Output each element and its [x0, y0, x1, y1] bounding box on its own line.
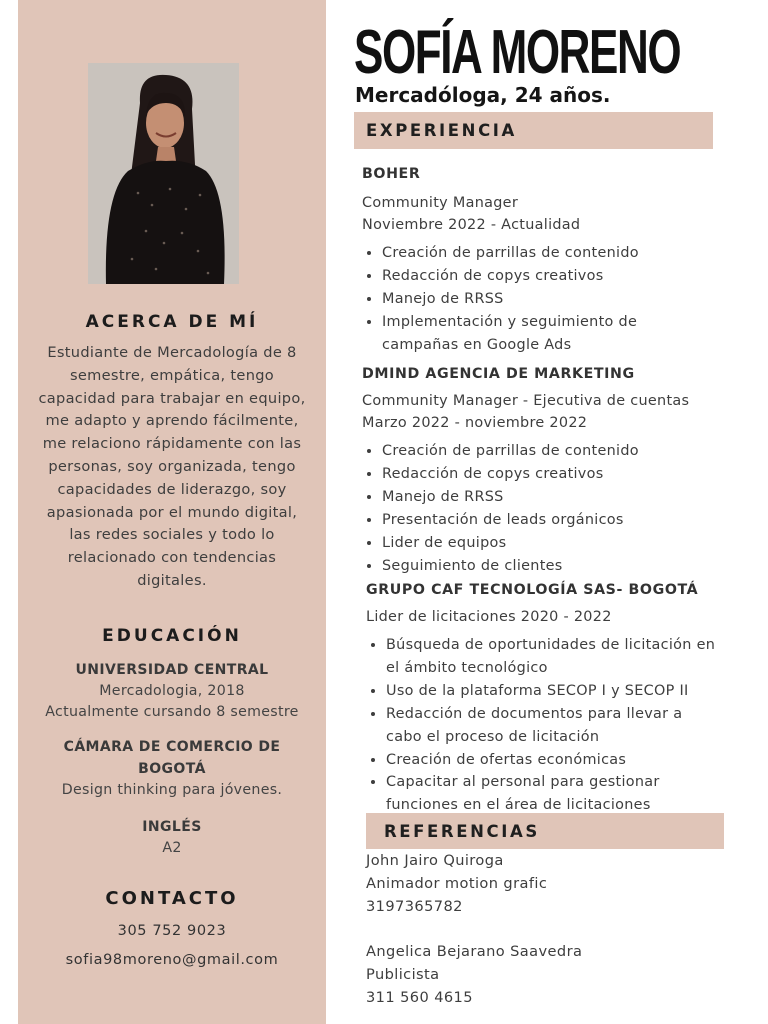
- job-bullets: [366, 634, 716, 817]
- list-item: • Presentación de leads orgánicos: [382, 509, 742, 532]
- about-text: Estudiante de Mercadología de 8 semestre, empática, tengo capacidad para trabajar en equipo, me adapto y aprendo fácilmente, me relaciono rápidamente con las personas, soy organizada, tengo capacidades de liderazgo, soy apasionada por el mundo digital, las redes sociales y todo lo relacionado con tendencias digitales.: [38, 344, 306, 589]
- education-detail: Mercadologia, 2018: [99, 683, 245, 699]
- list-item: • Uso de la plataforma SECOP I y SECOP II: [386, 680, 716, 703]
- education-item-detail: [28, 780, 316, 801]
- sidebar: [18, 0, 326, 1024]
- list-item: • Seguimiento de clientes: [382, 555, 742, 578]
- job-entry: [362, 364, 742, 577]
- job-bullets: [362, 242, 742, 357]
- job-dates: Marzo 2022 - noviembre 2022: [362, 415, 588, 431]
- contact-email[interactable]: sofia98moreno@gmail.com: [65, 952, 279, 968]
- education-title: INGLÉS: [142, 819, 202, 835]
- list-item: • Redacción de copys creativos: [382, 265, 742, 288]
- reference-name: Angelica Bejarano Saavedra: [366, 943, 583, 961]
- education-item: [28, 816, 316, 859]
- references-list: [366, 850, 582, 1010]
- list-item: • Lider de equipos: [382, 532, 742, 555]
- job-company: DMIND AGENCIA DE MARKETING: [362, 366, 635, 382]
- job-role: Community Manager: [362, 195, 519, 211]
- list-item: • Implementación y seguimiento de campañas en Google Ads: [382, 311, 672, 357]
- job-entry: [362, 164, 742, 357]
- job-company: BOHER: [362, 166, 421, 182]
- candidate-name: SOFÍA MORENO: [354, 18, 681, 87]
- references-heading: REFERENCIAS: [366, 813, 724, 849]
- list-item: • Creación de parrillas de contenido: [382, 440, 742, 463]
- education-heading: EDUCACIÓN: [102, 626, 242, 646]
- job-entry: [366, 580, 736, 817]
- job-dates: Noviembre 2022 - Actualidad: [362, 217, 581, 233]
- profile-photo: [88, 63, 239, 284]
- reference-phone[interactable]: 3197365782: [366, 897, 463, 915]
- reference-name: John Jairo Quiroga: [366, 852, 504, 869]
- list-item: • Creación de ofertas económicas: [386, 749, 716, 772]
- contact-heading: CONTACTO: [105, 888, 239, 909]
- job-company: GRUPO CAF TECNOLOGÍA SAS- BOGOTÁ: [366, 582, 699, 598]
- candidate-subtitle: Mercadóloga, 24 años.: [355, 83, 611, 107]
- list-item: • Manejo de RRSS: [382, 288, 742, 311]
- list-item: • Redacción de copys creativos: [382, 463, 742, 486]
- job-role: Lider de licitaciones 2020 - 2022: [366, 609, 612, 625]
- education-detail: Design thinking para jóvenes.: [61, 782, 283, 798]
- education-item: [44, 736, 300, 780]
- reference-role: Animador motion grafic: [366, 874, 548, 892]
- education-title: CÁMARA DE COMERCIO DE BOGOTÁ: [63, 739, 281, 777]
- reference-phone[interactable]: 311 560 4615: [366, 988, 473, 1006]
- list-item: • Búsqueda de oportunidades de licitación en el ámbito tecnológico: [386, 634, 716, 680]
- job-role: Community Manager - Ejecutiva de cuentas: [362, 393, 690, 409]
- reference-role: Publicista: [366, 965, 440, 983]
- education-detail: Actualmente cursando 8 semestre: [45, 704, 299, 720]
- education-detail: A2: [162, 840, 182, 856]
- list-item: • Manejo de RRSS: [382, 486, 742, 509]
- job-bullets: [362, 440, 742, 577]
- education-title: UNIVERSIDAD CENTRAL: [75, 662, 269, 678]
- experience-heading: EXPERIENCIA: [354, 112, 713, 149]
- list-item: • Capacitar al personal para gestionar funciones en el área de licitaciones: [386, 771, 716, 817]
- list-item: • Creación de parrillas de contenido: [382, 242, 742, 265]
- list-item: • Redacción de documentos para llevar a cabo el proceso de licitación: [386, 703, 716, 749]
- about-heading: ACERCA DE MÍ: [85, 312, 259, 332]
- education-item: [28, 659, 316, 723]
- contact-phone[interactable]: 305 752 9023: [117, 923, 227, 939]
